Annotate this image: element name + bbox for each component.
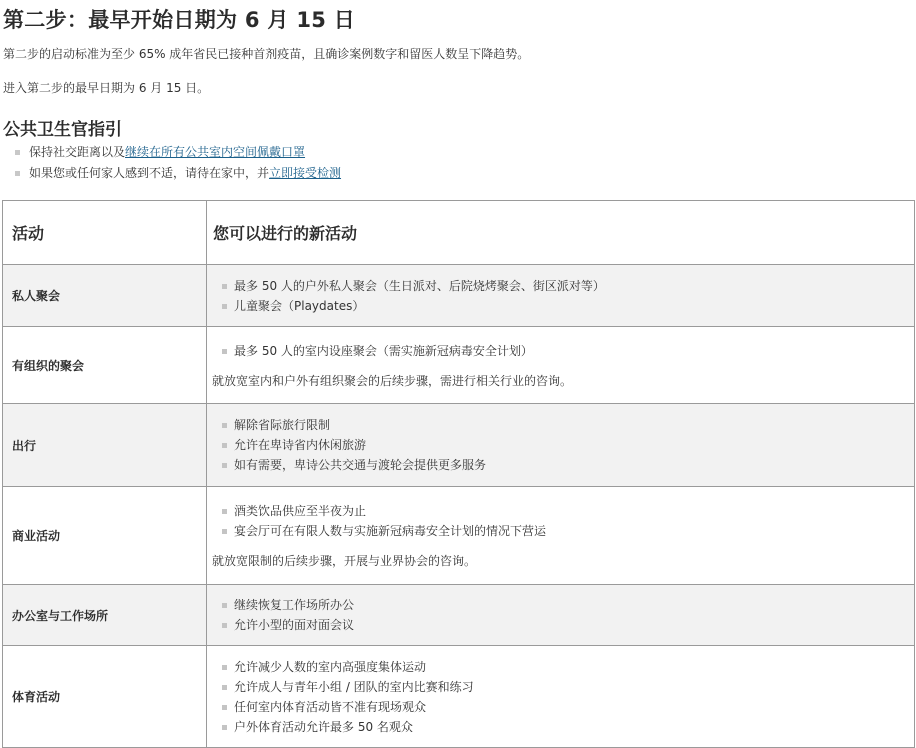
header-new-activities: 您可以进行的新活动 bbox=[207, 201, 915, 265]
list-item bbox=[212, 717, 913, 737]
activity-details bbox=[207, 327, 915, 404]
bullet-square-icon bbox=[222, 509, 227, 514]
activity-details bbox=[207, 487, 915, 585]
guidance-list bbox=[0, 143, 341, 185]
list-item-text: 户外体育活动允许最多 50 名观众 bbox=[234, 719, 413, 734]
list-item-text: 解除省际旅行限制 bbox=[234, 418, 331, 432]
list-item bbox=[212, 677, 913, 697]
bullet-square-icon bbox=[222, 463, 227, 468]
bullet-square-icon bbox=[15, 171, 20, 176]
activity-details bbox=[207, 585, 915, 646]
list-item-text: 允许减少人数的室内高强度集体运动 bbox=[234, 659, 427, 674]
table-row bbox=[3, 265, 915, 327]
guidance-item bbox=[0, 143, 341, 164]
list-item-text: 儿童聚会（Playdates） bbox=[234, 298, 365, 313]
list-item bbox=[212, 276, 913, 296]
bullet-square-icon bbox=[222, 603, 227, 608]
bullet-square-icon bbox=[222, 623, 227, 628]
list-item-text: 允许成人与青年小组 / 团队的室内比赛和练习 bbox=[234, 679, 474, 694]
list-item-text: 如有需要，卑诗公共交通与渡轮会提供更多服务 bbox=[234, 458, 487, 472]
activity-name: 商业活动 bbox=[3, 487, 207, 585]
get-tested-link[interactable]: 立即接受检测 bbox=[269, 166, 342, 180]
list-item bbox=[212, 296, 913, 316]
list-item-text: 继续恢复工作场所办公 bbox=[234, 598, 355, 612]
list-item-text: 任何室内体育活动皆不准有现场观众 bbox=[234, 699, 427, 714]
step-start-date-text: 进入第二步的最早日期为 6 月 15 日。 bbox=[3, 81, 210, 95]
list-item bbox=[212, 521, 913, 541]
list-item-text: 宴会厅可在有限人数与实施新冠病毒安全计划的情况下营运 bbox=[234, 524, 547, 538]
bullet-square-icon bbox=[222, 423, 227, 428]
list-item bbox=[212, 415, 913, 435]
guidance-item-text: 如果您或任何家人感到不适，请待在家中，并 bbox=[29, 166, 270, 180]
bullet-square-icon bbox=[222, 725, 227, 730]
activity-details bbox=[207, 646, 915, 748]
table-row bbox=[3, 327, 915, 404]
activity-name: 出行 bbox=[3, 404, 207, 487]
list-item bbox=[212, 435, 913, 455]
list-item bbox=[212, 657, 913, 677]
list-item-text: 允许在卑诗省内休闲旅游 bbox=[234, 438, 367, 452]
wear-mask-link[interactable]: 继续在所有公共室内空间佩戴口罩 bbox=[125, 145, 306, 159]
step-title: 第二步：最早开始日期为 6 月 15 日 bbox=[3, 8, 356, 32]
table-row bbox=[3, 487, 915, 585]
table-row bbox=[3, 404, 915, 487]
table-row bbox=[3, 585, 915, 646]
row-note: 就放宽室内和户外有组织聚会的后续步骤，需进行相关行业的咨询。 bbox=[212, 373, 573, 388]
list-item-text: 最多 50 人的户外私人聚会（生日派对、后院烧烤聚会、街区派对等） bbox=[234, 278, 605, 293]
activity-name: 体育活动 bbox=[3, 646, 207, 748]
list-item bbox=[212, 341, 913, 361]
list-item-text: 允许小型的面对面会议 bbox=[234, 618, 355, 632]
list-item-text: 酒类饮品供应至半夜为止 bbox=[234, 504, 367, 518]
list-item bbox=[212, 455, 913, 475]
bullet-square-icon bbox=[222, 349, 227, 354]
activity-name: 私人聚会 bbox=[3, 265, 207, 327]
bullet-square-icon bbox=[222, 284, 227, 289]
bullet-square-icon bbox=[15, 150, 20, 155]
list-item bbox=[212, 595, 913, 615]
table-row bbox=[3, 646, 915, 748]
bullet-square-icon bbox=[222, 685, 227, 690]
activity-details bbox=[207, 265, 915, 327]
bullet-square-icon bbox=[222, 705, 227, 710]
bullet-square-icon bbox=[222, 529, 227, 534]
list-item bbox=[212, 615, 913, 635]
list-item bbox=[212, 697, 913, 717]
bullet-square-icon bbox=[222, 304, 227, 309]
activity-name: 办公室与工作场所 bbox=[3, 585, 207, 646]
guidance-item-text: 保持社交距离以及 bbox=[29, 145, 126, 159]
header-activity: 活动 bbox=[3, 201, 207, 265]
row-note: 就放宽限制的后续步骤，开展与业界协会的咨询。 bbox=[212, 554, 477, 568]
step-criteria-text: 第二步的启动标准为至少 65% 成年省民已接种首剂疫苗，且确诊案例数字和留医人数呈下降趋势。 bbox=[3, 47, 530, 61]
activity-name: 有组织的聚会 bbox=[3, 327, 207, 404]
activity-table bbox=[2, 200, 915, 748]
bullet-square-icon bbox=[222, 443, 227, 448]
guidance-item bbox=[0, 164, 341, 185]
list-item bbox=[212, 501, 913, 521]
guidance-title: 公共卫生官指引 bbox=[3, 120, 122, 140]
activity-details bbox=[207, 404, 915, 487]
list-item-text: 最多 50 人的室内设座聚会（需实施新冠病毒安全计划） bbox=[234, 343, 533, 358]
bullet-square-icon bbox=[222, 665, 227, 670]
